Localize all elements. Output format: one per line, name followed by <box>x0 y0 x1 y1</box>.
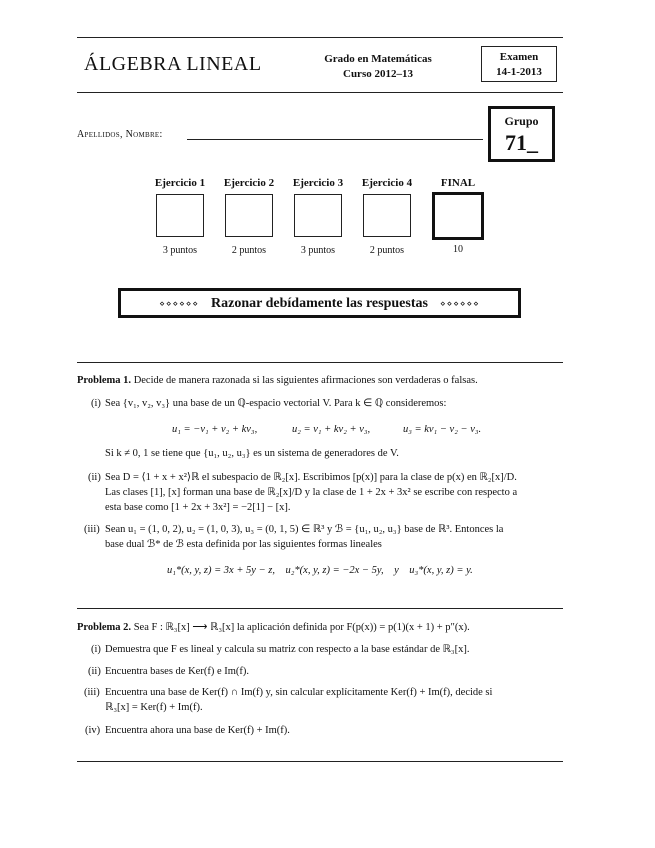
p2-iv-text: Encuentra ahora una base de Ker(f) + Im(f). <box>105 725 290 736</box>
p1-ii-line3: esta base como [1 + 2x + 3x²] = −2[1] − [x]. <box>105 502 291 513</box>
instruction-banner <box>118 288 521 318</box>
p1-ii-line2: Las clases [1], [x] forman una base de ℝ₂[x]/D y la clase de 1 + 2x + 3x² se escribe con respecto a <box>105 487 518 498</box>
score-box-final[interactable] <box>432 192 484 240</box>
problem1-rule <box>77 362 563 363</box>
score-points: 2 puntos <box>369 245 405 256</box>
p2-i-label: (i) <box>91 644 101 655</box>
banner-deco-right: ⋄⋄⋄⋄⋄⋄ <box>439 298 480 309</box>
score-label: Ejercicio 4 <box>361 177 413 189</box>
banner-deco-left: ⋄⋄⋄⋄⋄⋄ <box>159 298 200 309</box>
score-box[interactable] <box>225 194 273 237</box>
score-label: FINAL <box>440 177 476 189</box>
score-label: Ejercicio 3 <box>292 177 344 189</box>
p1-iii-line1: Sean u₁ = (1, 0, 2), u₂ = (1, 0, 3), u₃ = (0, 1, 5) ∈ ℝ³ y ℬ = {u₁, u₂, u₃} base de ℝ³. Entonces la <box>105 524 504 535</box>
problem1-title: Problema 1. <box>77 375 132 386</box>
score-label: Ejercicio 2 <box>223 177 275 189</box>
score-box[interactable] <box>363 194 411 237</box>
bottom-rule <box>77 761 563 762</box>
p1-iii-line2: base dual ℬ* de ℬ esta definida por las siguientes formas lineales <box>105 539 382 550</box>
exam-date: 14-1-2013 <box>496 66 542 78</box>
name-label: Apellidos, Nombre: <box>77 129 163 140</box>
p2-iii-label: (iii) <box>84 687 100 698</box>
group-number: 71_ <box>505 130 538 155</box>
score-ejercicio-4 <box>355 177 419 256</box>
name-field-line[interactable] <box>187 139 483 140</box>
problem2-header <box>77 621 470 635</box>
score-box[interactable] <box>156 194 204 237</box>
problem1-header <box>77 374 478 388</box>
score-points: 3 puntos <box>162 245 198 256</box>
p1-ii-label: (ii) <box>88 472 101 483</box>
score-points: 3 puntos <box>300 245 336 256</box>
group-box <box>488 106 555 162</box>
p2-i-text: Demuestra que F es lineal y calcula su matriz con respecto a la base estándar de ℝ₃[x]. <box>105 644 470 655</box>
p1-i-eq2: u₂ = v₁ + kv₂ + v₃, <box>292 424 371 435</box>
score-box[interactable] <box>294 194 342 237</box>
problem1-intro: Decide de manera razonada si las siguientes afirmaciones son verdaderas o falsas. <box>133 375 478 386</box>
group-label: Grupo <box>504 114 539 128</box>
banner-text: Razonar debídamente las respuestas <box>211 296 428 311</box>
p1-i-label: (i) <box>91 398 101 409</box>
top-rule <box>77 37 563 38</box>
p2-ii-text: Encuentra bases de Ker(f) e Im(f). <box>105 666 250 677</box>
problem2-intro: Sea F : ℝ₃[x] ⟶ ℝ₃[x] la aplicación definida por F(p(x)) = p(1)(x + 1) + p″(x). <box>133 622 470 633</box>
course-info <box>308 52 448 82</box>
score-final <box>426 177 490 255</box>
p2-iii-line1: Encuentra una base de Ker(f) ∩ Im(f) y, sin calcular explícitamente Ker(f) + Im(f), decide si <box>105 687 493 698</box>
p2-iii-line2: ℝ₃[x] = Ker(f) + Im(f). <box>105 702 203 713</box>
header-rule <box>77 92 563 93</box>
score-ejercicio-2 <box>217 177 281 256</box>
score-label: Ejercicio 1 <box>154 177 206 189</box>
score-points: 10 <box>453 244 463 255</box>
exam-box <box>481 46 557 82</box>
exam-label: Examen <box>499 51 539 63</box>
p1-i-eq1: u₁ = −v₁ + v₂ + kv₃, <box>172 424 258 435</box>
problem2-rule <box>77 608 563 609</box>
problem2-title: Problema 2. <box>77 622 132 633</box>
course-year: Curso 2012–13 <box>343 68 413 80</box>
p1-i-text: Sea {v₁, v₂, v₃} una base de un ℚ-espacio vectorial V. Para k ∈ ℚ consideremos: <box>105 398 447 409</box>
p1-iii-label: (iii) <box>84 524 100 535</box>
p1-i-text2: Si k ≠ 0, 1 se tiene que {u₁, u₂, u₃} es un sistema de generadores de V. <box>105 448 399 459</box>
score-ejercicio-3 <box>286 177 350 256</box>
p1-ii-line1: Sea D = ⟨1 + x + x²⟩ℝ el subespacio de ℝ₂[x]. Escribimos [p(x)] para la clase de p(x) en ℝ₂[x]/D. <box>105 472 517 483</box>
score-ejercicio-1 <box>148 177 212 256</box>
page-title: ÁLGEBRA LINEAL <box>84 53 262 75</box>
p1-i-eq3: u₃ = kv₁ − v₂ − v₃. <box>403 424 482 435</box>
score-points: 2 puntos <box>231 245 267 256</box>
p2-ii-label: (ii) <box>88 666 101 677</box>
p1-iii-eq: u₁*(x, y, z) = 3x + 5y − z, u₂*(x, y, z) = −2x − 5y, y u₃*(x, y, z) = y. <box>167 565 473 576</box>
p2-iv-label: (iv) <box>85 725 101 736</box>
degree-text: Grado en Matemáticas <box>324 53 432 65</box>
